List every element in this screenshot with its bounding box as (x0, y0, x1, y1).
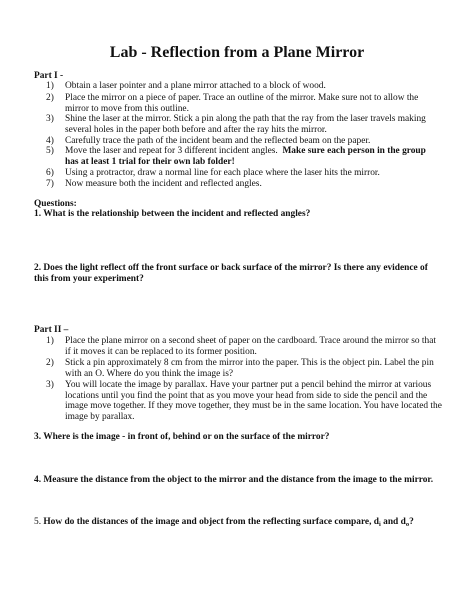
step-text: Obtain a laser pointer and a plane mirror attached to a block of wood. (65, 81, 326, 91)
part1-step-2 (46, 93, 418, 114)
step-text-line1: Place the mirror on a piece of paper. Trace an outline of the mirror. Make sure not to allow the (65, 93, 419, 103)
step-text: Now measure both the incident and reflected angles. (65, 179, 262, 189)
step-number: 1) (46, 81, 54, 91)
part2-step-3 (46, 380, 442, 422)
question-5 (34, 517, 414, 528)
step-text-line4: image by parallax. (65, 411, 135, 422)
question-1: 1. What is the relationship between the incident and reflected angles? (34, 209, 311, 219)
part2-step-2 (46, 358, 434, 379)
step-text-line2: with an O. Where do you think the image is? (65, 368, 234, 379)
step-number: 7) (46, 179, 54, 189)
question-4: 4. Measure the distance from the object to the mirror and the distance from the image to the mirror. (34, 475, 434, 485)
step-text-line1: Shine the laser at the mirror. Stick a pin along the path that the ray from the laser travels making (65, 114, 426, 124)
step-text-line2: if it moves it can be replaced to its former position. (65, 346, 257, 357)
step-text-emphasis: Make sure each person in the group (282, 146, 426, 156)
questions-label: Questions: (34, 199, 77, 209)
step-text-line1: Place the plane mirror on a second sheet of paper on the cardboard. Trace around the mirror so that (65, 336, 436, 346)
step-text-line2: locations until you find the point that as you move your head from side to side the pencil and the (65, 390, 428, 401)
step-number: 3) (46, 380, 54, 390)
step-text-line1: You will locate the image by parallax. Have your partner put a pencil behind the mirror at various (65, 380, 432, 390)
step-number: 5) (46, 146, 54, 156)
question-5-subscript-o: o (405, 521, 410, 528)
question-5-and: and d (380, 517, 406, 527)
step-text-line1 (65, 146, 426, 157)
step-text-line2: mirror to move from this outline. (65, 103, 189, 114)
question-5-end: ? (409, 517, 414, 527)
step-text: Carefully trace the path of the incident beam and the reflected beam on the paper. (65, 136, 371, 146)
question-3: 3. Where is the image - in front of, behind or on the surface of the mirror? (34, 432, 330, 442)
part2-label: Part II – (34, 325, 69, 335)
step-number: 4) (46, 136, 54, 146)
step-text-line3: image move together. If they move together, they must be in the same location. You have located the (65, 401, 442, 412)
step-text-line2: several holes in the paper both before and after the ray hits the mirror. (65, 124, 327, 135)
step-number: 1) (46, 336, 54, 346)
step-text-normal: Move the laser and repeat for 3 different incident angles. (65, 146, 278, 156)
step-text-line1: Stick a pin approximately 8 cm from the mirror into the paper. This is the object pin. Label the pin (65, 358, 434, 368)
part1-step-4 (46, 136, 370, 147)
part2-step-1 (46, 336, 436, 357)
question-2 (34, 263, 428, 284)
part1-step-6 (46, 168, 380, 179)
part1-step-1 (46, 81, 326, 92)
step-number: 3) (46, 114, 54, 124)
page-title: Lab - Reflection from a Plane Mirror (109, 44, 365, 61)
question-5-text: How do the distances of the image and object from the reflecting surface compare, d (43, 517, 379, 527)
step-number: 6) (46, 168, 54, 178)
question-2-line1: 2. Does the light reflect off the front surface or back surface of the mirror? Is there any evidence of (34, 263, 428, 273)
question-2-line2: this from your experiment? (34, 273, 144, 284)
step-number: 2) (46, 358, 54, 368)
step-number: 2) (46, 93, 54, 103)
step-text: Using a protractor, draw a normal line for each place where the laser hits the mirror. (65, 168, 380, 178)
question-5-subscript-i: i (379, 521, 381, 528)
part1-step-3 (46, 114, 426, 135)
part1-step-7 (46, 179, 262, 190)
part1-step-5 (46, 146, 426, 167)
question-5-number: 5. (34, 517, 42, 527)
part1-label: Part I - (34, 71, 64, 81)
step-text-line2-emphasis: has at least 1 trial for their own lab folder! (65, 156, 235, 167)
